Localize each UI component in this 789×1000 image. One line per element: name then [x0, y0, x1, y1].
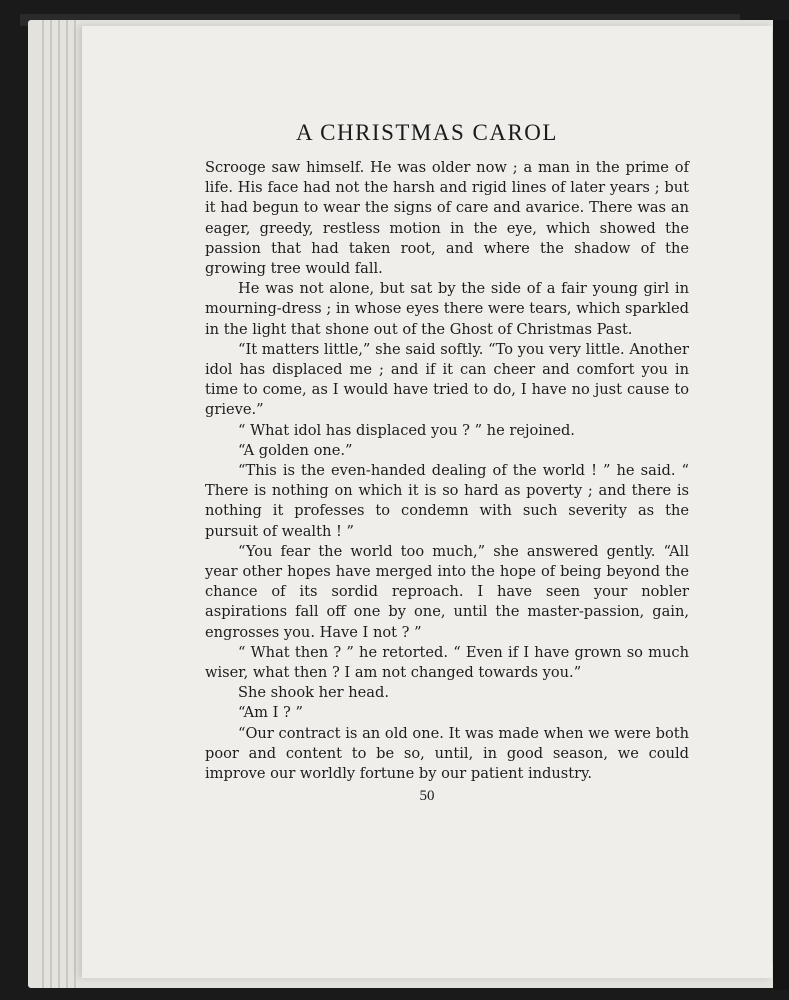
paragraph: “ What idol has displaced you ? ” he rejoined.: [238, 421, 575, 439]
paragraph: “This is the even-handed dealing of the world ! ” he said. “ There is nothing on which it is so hard as poverty ; and there is nothing it professes to condemn with such severity as the pursuit of wealth ! ”: [205, 462, 689, 540]
page-edge: [74, 20, 76, 988]
paragraph: He was not alone, but sat by the side of a fair young girl in mourning-dress ; in whose eyes there were tears, which sparkled in the light that shone out of the Ghost of Christmas Past.: [205, 280, 689, 338]
page-edge: [66, 20, 68, 988]
page-edge: [50, 20, 52, 988]
paragraph: “It matters little,” she said softly. “To you very little. Another idol has displaced me ; and if it can cheer and comfort you in time to come, as I would have tried to do, I have no just cause to grieve.”: [205, 340, 689, 419]
paragraph: “Am I ? ”: [238, 704, 303, 722]
page-edge: [42, 20, 44, 988]
book-cover-right-edge: [773, 20, 789, 990]
paragraph: “ What then ? ” he retorted. “ Even if I have grown so much wiser, what then ? I am not changed towards you.”: [205, 643, 689, 682]
paragraph: “A golden one.”: [238, 441, 353, 459]
paragraph: She shook her head.: [238, 684, 389, 702]
running-head: A CHRISTMAS CAROL: [296, 120, 558, 145]
page-body-text: [205, 158, 689, 784]
paragraph: Scrooge saw himself. He was older now ; a man in the prime of life. His face had not the harsh and rigid lines of later years ; but it had begun to wear the signs of care and avarice. There was an eager, greedy, restless motion in the eye, which showed the passion that had taken root, and where the shadow of the growing tree would fall.: [205, 159, 689, 278]
page-number: 50: [419, 788, 435, 804]
paragraph: “Our contract is an old one. It was made when we were both poor and content to be so, until, in good season, we could improve our worldly fortune by our patient industry.: [205, 724, 689, 783]
paragraph: “You fear the world too much,” she answered gently. “All year other hopes have merged into the hope of being beyond the chance of its sordid reproach. I have seen your nobler aspirations fall off one by one, until the master-passion, gain, engrosses you. Have I not ? ”: [205, 542, 689, 641]
page-edge: [58, 20, 60, 988]
book-page: [82, 26, 772, 978]
